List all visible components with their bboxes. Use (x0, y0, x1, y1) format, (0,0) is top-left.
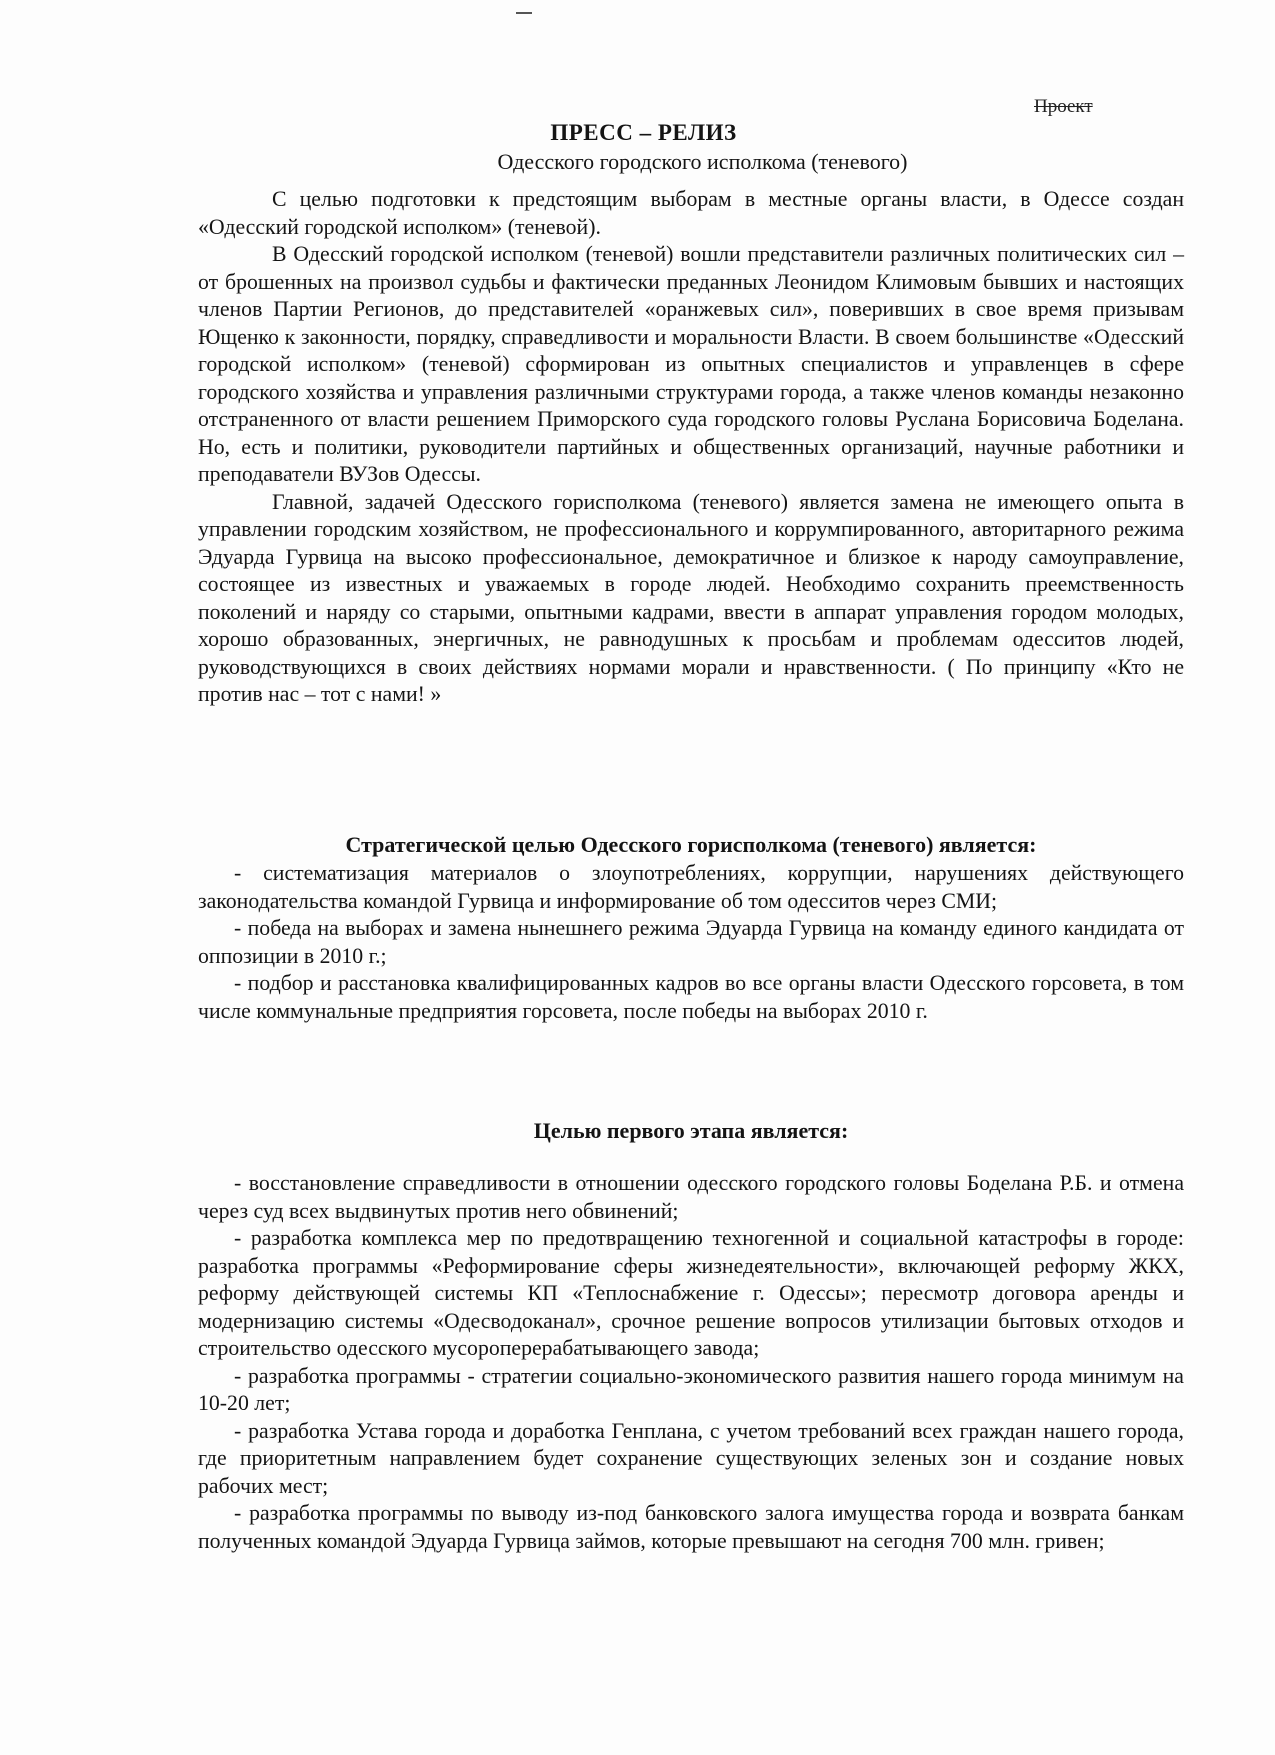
list-item: - разработка программы по выводу из-под банковского залога имущества города и возврата банкам полученных командой Эдуарда Гурвица займов, которые превышают на сегодня 700 млн. гривен; (198, 1501, 1184, 1553)
document-title: ПРЕСС – РЕЛИЗ (550, 120, 737, 145)
document-subtitle: Одесского городского исполкома (теневого) (497, 149, 908, 174)
list-item: - разработка Устава города и доработка Генплана, с учетом требований всех граждан нашего города, где приоритетным направлением будет сохранение существующих зеленых зон и создание новых рабочих мест; (198, 1418, 1184, 1498)
intro-section (198, 186, 1184, 709)
strategic-list (198, 860, 1184, 1025)
intro-paragraph: В Одесский городской исполком (теневой) вошли представители различных политических сил – от брошенных на произвол судьбы и фактически преданных Леонидом Климовым бывших и настоящих членов Партии Регионов, до представителей «оранжевых сил», поверивших в свое время призывам Ющенко к законности, порядку, справедливости и моральности Власти. В своем большинстве «Одесский городской исполком» (теневой) сформирован из опытных специалистов и управленцев в сфере городского хозяйства и управления различными структурами города, а также членов команды незаконно отстраненного от власти решением Приморского суда городского головы Руслана Борисовича Боделана. Но, есть и политики, руководители партийных и общественных организаций, научные работники и преподаватели ВУЗов Одессы. (198, 242, 1184, 486)
list-item: - подбор и расстановка квалифицированных кадров во все органы власти Одесского горсовета, в том числе коммунальные предприятия горсовета, после победы на выборах 2010 г. (198, 971, 1184, 1023)
list-item: - восстановление справедливости в отношении одесского городского головы Боделана Р.Б. и отмена через суд всех выдвинутых против него обвинений; (198, 1171, 1184, 1223)
list-item: - систематизация материалов о злоупотреблениях, коррупции, нарушениях действующего законодательства командой Гурвица и информирование об том одесситов через СМИ; (198, 861, 1184, 913)
intro-paragraph: Главной, задачей Одесского горисполкома (теневого) является замена не имеющего опыта в управлении городским хозяйством, не профессионального и коррумпированного, авторитарного режима Эдуарда Гурвица на высоко профессиональное, демократичное и близкое к народу самоуправление, состоящее из известных и уважаемых в городе людей. Необходимо сохранить преемственность поколений и наряду со старыми, опытными кадрами, ввести в аппарат управления городом молодых, хорошо образованных, энергичных, не равнодушных к просьбам и проблемам одесситов людей, руководствующихся в своих действиях нормами морали и нравственности. ( По принципу «Кто не против нас – тот с нами! » (198, 489, 1184, 706)
draft-stamp: Проект (1034, 96, 1093, 117)
stage-list (198, 1170, 1184, 1555)
strategic-heading: Стратегической целью Одесского горисполкома (теневого) является: (345, 832, 1037, 857)
scan-mark (516, 12, 532, 14)
intro-paragraph: С целью подготовки к предстоящим выборам в местные органы власти, в Одессе создан «Одесский городской исполком» (теневой). (198, 187, 1184, 239)
stage-heading: Целью первого этапа является: (533, 1118, 849, 1143)
list-item: - разработка комплекса мер по предотвращению техногенной и социальной катастрофы в городе: разработка программы «Реформирование сферы жизнедеятельности», включающей реформу ЖКХ, реформу действующей системы КП «Теплоснабжение г. Одессы»; пересмотр договора аренды и модернизацию системы «Одесводоканал», срочное решение вопросов утилизации бытовых отходов и строительство одесского мусороперерабатывающего завода; (198, 1226, 1184, 1360)
list-item: - разработка программы - стратегии социально-экономического развития нашего города минимум на 10-20 лет; (198, 1363, 1184, 1415)
list-item: - победа на выборах и замена нынешнего режима Эдуарда Гурвица на команду единого кандидата от оппозиции в 2010 г.; (198, 916, 1184, 968)
